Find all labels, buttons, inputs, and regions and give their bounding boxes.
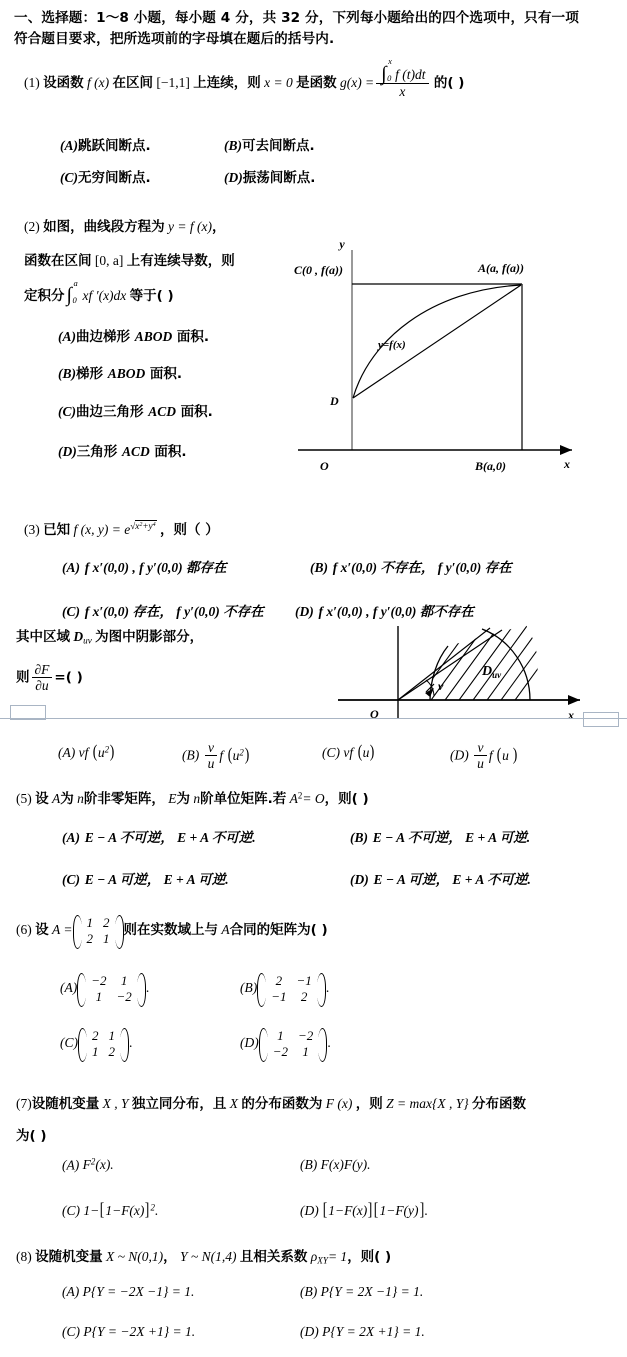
- q1-g-of-x: g(x) =: [339, 74, 375, 90]
- section-heading-line1: 一、选择题：1～8 小题，每小题 4 分，共 32 分，下列每小题给出的四个选项中，只有一项: [14, 10, 579, 26]
- q1-option-c[interactable]: [60, 166, 151, 186]
- q4-partial-num: ∂F: [32, 662, 53, 678]
- question-7-stem-line2: 为( ): [16, 1128, 47, 1144]
- q1-integrand: f (t)dt: [395, 67, 426, 82]
- q6-option-c-tag: (C): [60, 1035, 78, 1051]
- q5-order-n2: n: [193, 791, 201, 806]
- q2-curve-equation: y = f (x): [168, 219, 212, 234]
- q6-matrix-cell: 2: [86, 931, 93, 946]
- matrix-cell: 2: [275, 973, 283, 988]
- q2-curve-label: y=f(x): [378, 339, 406, 351]
- q2-option-b[interactable]: [58, 362, 182, 382]
- matrix-cell: −2: [116, 989, 132, 1004]
- q3-option-c-text: f x′(0,0) 存在， f y′(0,0) 不存在: [84, 604, 264, 619]
- q1-option-b[interactable]: [224, 134, 315, 154]
- question-4-stem-line1: [16, 625, 203, 646]
- q2-option-d[interactable]: [58, 440, 187, 460]
- q5-option-a[interactable]: [62, 826, 256, 846]
- q5-text-b: 为: [60, 791, 74, 807]
- q5-option-c-tag: (C): [62, 872, 80, 887]
- question-3-number: (3): [24, 522, 40, 537]
- q5-option-d-tag: (D): [350, 872, 369, 887]
- q1-option-c-tag: (C): [60, 170, 78, 185]
- q4-option-d-tag: (D): [450, 747, 469, 763]
- q6-option-b-tag: (B): [240, 980, 258, 996]
- q2-option-b-tag: (B): [58, 366, 76, 381]
- q4-option-c[interactable]: [322, 741, 375, 762]
- q7-option-c-body: $1-[1-F(x)]^2$.: [83, 1199, 159, 1219]
- q3-exponent: $√x^2+y^4$: [130, 521, 156, 532]
- matrix-cell: 1: [108, 1028, 115, 1043]
- q1-fraction-numerator: [376, 56, 428, 86]
- q4-option-d[interactable]: [450, 741, 518, 772]
- q2-option-d-text: 三角形: [76, 444, 118, 460]
- q7-option-a-tag: (A): [62, 1157, 80, 1173]
- q6-text-a: 设: [35, 922, 49, 939]
- q8-option-d-tag: (D): [300, 1324, 319, 1339]
- q5-matrix-a: A: [52, 791, 61, 806]
- q4-angle-label: v: [438, 679, 444, 693]
- q6-matrix-cell: 1: [103, 931, 110, 946]
- q6-option-b-matrix: [257, 973, 326, 1005]
- matrix-cell: −2: [298, 1028, 314, 1043]
- q8-rho-value: = 1: [327, 1249, 348, 1264]
- q4-option-a-tag: (A): [58, 745, 76, 760]
- question-7-number: (7): [16, 1096, 32, 1111]
- matrix-cell: 2: [108, 1044, 115, 1059]
- question-1-number: (1): [24, 74, 40, 90]
- q7-variable-x: X: [229, 1096, 239, 1111]
- matrix-cell: 2: [300, 989, 308, 1004]
- q7-option-d-body: [1−F(x)][1−F(y)].: [322, 1199, 428, 1219]
- question-2-stem-line1: [24, 215, 225, 235]
- q1-text-e: 的( ): [433, 74, 465, 91]
- q2-text-b: 函数在区间: [24, 253, 92, 269]
- q3-text-b: ，则（ ）: [160, 522, 219, 538]
- question-6-stem: [16, 915, 328, 947]
- q8-option-c-body: P{Y = −2X +1} = 1.: [83, 1324, 196, 1339]
- q3-option-d-text: f x′(0,0) , f y′(0,0) 都不存在: [318, 604, 474, 619]
- q2-text-a: 如图，曲线段方程为: [43, 219, 165, 235]
- q8-option-d[interactable]: [300, 1324, 425, 1340]
- q7-option-c-tag: (C): [62, 1203, 80, 1218]
- q2-y-axis-label: y: [339, 237, 345, 251]
- matrix-cell: 1: [277, 1028, 284, 1043]
- q4-option-b[interactable]: [182, 741, 250, 772]
- q6-matrix-label: A =: [52, 922, 73, 938]
- q8-rho-subscript: XY: [317, 1255, 328, 1266]
- q7-option-c[interactable]: [62, 1199, 158, 1220]
- q4-partial-derivative: [32, 662, 53, 693]
- q3-function: f (x, y) = e: [73, 522, 131, 537]
- q4-option-c-body: vf (u): [343, 741, 375, 761]
- q2-text-c: 上有连续导数，则: [126, 253, 235, 269]
- q6-matrix: [73, 915, 124, 947]
- q5-text-f: ，则( ): [324, 791, 369, 807]
- q8-text-a: 设随机变量: [35, 1249, 103, 1265]
- q1-option-b-tag: (B): [224, 138, 242, 153]
- q3-option-d[interactable]: [295, 600, 474, 620]
- q5-text-c: 阶非零矩阵，: [83, 791, 165, 807]
- q2-option-b-tail: 面积.: [149, 366, 183, 382]
- q5-option-d-text: E − A 可逆， E + A 不可逆.: [373, 872, 531, 887]
- q6-option-d-tag: (D): [240, 1035, 259, 1051]
- q6-option-c[interactable]: (C) 2 1 1 2 .: [60, 1028, 132, 1060]
- q2-text-e: 等于( ): [129, 288, 174, 304]
- q2-option-d-tag: (D): [58, 444, 77, 459]
- q6-option-d-matrix: [259, 1028, 328, 1060]
- q8-text-c: 且相关系数: [239, 1249, 308, 1265]
- q7-text-b: 独立同分布，且: [131, 1096, 227, 1112]
- q2-option-c[interactable]: [58, 400, 213, 420]
- q1-text-a: 设函数: [43, 74, 84, 91]
- page-break-mark-left: [10, 705, 46, 720]
- q4-partial-den: ∂u: [35, 678, 49, 694]
- q1-option-a-tag: (A): [60, 138, 78, 153]
- q1-option-d[interactable]: [224, 166, 315, 186]
- question-2-figure: [290, 237, 590, 480]
- q4-text-a: 其中区域: [16, 629, 70, 645]
- q5-option-b-tag: (B): [350, 830, 368, 845]
- question-4-stem-line2: [16, 663, 83, 694]
- q3-option-a-tag: (A): [62, 560, 80, 575]
- q2-interval: [0, a]: [94, 253, 124, 268]
- q1-text-b: 在区间: [112, 74, 153, 91]
- q2-option-a-tail: 面积.: [176, 329, 210, 345]
- q2-option-a-text: 曲边梯形: [76, 329, 130, 345]
- q7-text-c: 的分布函数为: [241, 1096, 323, 1112]
- q2-text-a-end: ，: [211, 219, 226, 235]
- q5-option-a-tag: (A): [62, 830, 80, 845]
- q8-option-a-body: P{Y = −2X −1} = 1.: [82, 1284, 195, 1299]
- q1-option-c-text: 无穷间断点.: [78, 170, 151, 186]
- q2-option-c-text: 曲边三角形: [76, 404, 144, 420]
- question-8-stem: [16, 1245, 391, 1266]
- q6-option-a-matrix: [77, 973, 146, 1005]
- q2-option-b-math: ABOD: [107, 366, 146, 381]
- q4-option-a-body: vf $(u^2)$: [78, 741, 115, 761]
- q2-text-d: 定积分: [24, 288, 65, 304]
- integral-icon: ∫ a 0: [66, 278, 78, 307]
- q1-text-d: 是函数: [296, 74, 337, 91]
- page-break-mark-right: [583, 712, 619, 727]
- integral-icon: ∫ x 0: [381, 56, 392, 86]
- q7-option-b-body: F(x)F(y).: [320, 1157, 371, 1172]
- question-4-figure: [330, 618, 620, 722]
- q2-point-b-label: B(a,0): [475, 459, 506, 473]
- matrix-cell: −2: [91, 973, 107, 988]
- q3-option-b-tag: (B): [310, 560, 328, 575]
- q2-origin-label: O: [320, 459, 329, 473]
- q7-option-a-body: $F^2(x)$.: [82, 1157, 114, 1173]
- q2-option-a-tag: (A): [58, 329, 76, 344]
- q5-order-n: n: [77, 791, 84, 806]
- q1-option-a-text: 跳跃间断点.: [78, 138, 151, 154]
- q2-option-c-tail: 面积.: [180, 404, 213, 420]
- q7-text-a: 设随机变量: [31, 1096, 100, 1112]
- q3-option-c[interactable]: [62, 600, 264, 620]
- question-6-number: (6): [16, 922, 32, 938]
- q6-matrix-a2: A: [221, 922, 230, 938]
- q2-option-c-math: ACD: [148, 404, 176, 419]
- q1-option-d-tag: (D): [224, 170, 243, 185]
- question-8-number: (8): [16, 1249, 32, 1264]
- q4-option-d-body: $\frac{v}{u}$ f (u ): [472, 748, 518, 763]
- q7-variables: X , Y: [102, 1096, 129, 1111]
- q7-distribution-f: F (x): [325, 1096, 353, 1111]
- q1-interval: [−1,1]: [156, 74, 190, 90]
- q1-option-b-text: 可去间断点.: [242, 138, 315, 154]
- q6-matrix-cell: 1: [86, 915, 93, 930]
- q5-option-c-text: E − A 可逆， E + A 可逆.: [84, 872, 229, 887]
- matrix-cell: −1: [296, 973, 312, 988]
- q8-variable-y: Y ~ N(1,4): [180, 1249, 237, 1264]
- q8-option-a[interactable]: [62, 1284, 194, 1300]
- q5-text-e: 阶单位矩阵.若: [200, 791, 287, 807]
- q5-identity-e: E: [168, 791, 177, 806]
- q8-option-c[interactable]: [62, 1324, 195, 1340]
- q7-option-d[interactable]: [300, 1199, 428, 1220]
- q4-origin-label: O: [370, 707, 379, 721]
- q2-option-d-math: ACD: [121, 444, 150, 459]
- q5-text-a: 设: [35, 791, 49, 807]
- q8-option-c-tag: (C): [62, 1324, 80, 1339]
- q3-option-a-text: f x′(0,0) , f y′(0,0) 都存在: [84, 560, 227, 575]
- q5-option-b-text: E − A 不可逆， E + A 可逆.: [372, 830, 531, 845]
- q4-text-d: =( ): [54, 669, 83, 686]
- question-7-stem-line1: [16, 1092, 526, 1112]
- question-1-stem: [24, 56, 465, 100]
- matrix-cell: 1: [120, 973, 128, 988]
- q5-condition-equals: = O: [302, 791, 325, 806]
- page-break-rule: [0, 718, 627, 719]
- q8-text-b: ，: [163, 1249, 177, 1265]
- q5-condition-a: A: [289, 791, 298, 806]
- q5-option-a-text: E − A 不可逆， E + A 不可逆.: [84, 830, 256, 845]
- q8-option-b-body: P{Y = 2X −1} = 1.: [320, 1284, 424, 1299]
- q4-domain-subscript: uv: [83, 635, 92, 646]
- q2-option-a-math: ABOD: [134, 329, 173, 344]
- q3-option-d-tag: (D): [295, 604, 314, 619]
- q6-matrix-cell: 2: [103, 915, 110, 930]
- q7-option-d-tag: (D): [300, 1203, 319, 1218]
- matrix-cell: 1: [92, 1044, 99, 1059]
- section-heading: [14, 8, 614, 50]
- q4-option-a[interactable]: [58, 741, 115, 762]
- q2-option-d-tail: 面积.: [154, 444, 187, 460]
- q3-text-a: 已知: [43, 522, 71, 538]
- q3-option-b[interactable]: [310, 556, 512, 576]
- q1-option-a[interactable]: [60, 134, 151, 154]
- q3-option-c-tag: (C): [62, 604, 80, 619]
- q8-text-d: ，则( ): [347, 1249, 392, 1265]
- q5-option-d[interactable]: [350, 868, 531, 888]
- q3-option-b-text: f x′(0,0) 不存在， f y′(0,0) 存在: [332, 560, 512, 575]
- question-5-number: (5): [16, 791, 32, 806]
- q2-option-c-tag: (C): [58, 404, 76, 419]
- q7-option-b[interactable]: [300, 1157, 370, 1173]
- q6-option-c-matrix: [78, 1028, 129, 1060]
- question-2-stem-line2: [24, 249, 235, 269]
- q7-text-e: 分布函数: [472, 1096, 527, 1112]
- q5-option-b[interactable]: [350, 826, 530, 846]
- q7-option-a[interactable]: [62, 1157, 114, 1173]
- q8-variable-x: X ~ N(0,1): [106, 1249, 164, 1264]
- q1-option-d-text: 振荡间断点.: [242, 170, 316, 186]
- q1-fraction: [376, 56, 428, 99]
- q6-option-a-tag: (A): [60, 980, 78, 996]
- q3-option-a[interactable]: [62, 556, 227, 576]
- q8-rho: ρ: [310, 1249, 318, 1264]
- matrix-cell: 1: [302, 1044, 309, 1059]
- q6-option-a[interactable]: (A) −2 1 1 −2 .: [60, 973, 149, 1005]
- q6-text-b: 则在实数域上与: [123, 922, 218, 939]
- q7-option-b-tag: (B): [300, 1157, 318, 1172]
- q2-option-b-text: 梯形: [76, 366, 103, 382]
- q2-point-a-label: A(a, f(a)): [478, 261, 524, 275]
- q2-x-axis-label: x: [564, 457, 570, 471]
- question-3-stem: [24, 518, 219, 538]
- matrix-cell: 1: [95, 989, 103, 1004]
- q5-condition-exponent: 2: [297, 790, 303, 801]
- q8-option-b-tag: (B): [300, 1284, 318, 1299]
- q1-text-c: 上连续，则: [193, 74, 261, 91]
- question-2-stem-line3: [24, 278, 174, 307]
- q1-fraction-denominator: x: [399, 83, 406, 99]
- section-heading-line2: 符合题目要求，把所选项前的字母填在题后的括号内.: [14, 31, 335, 47]
- q4-text-c: 则: [16, 669, 30, 686]
- q4-option-c-tag: (C): [322, 745, 340, 760]
- q4-domain-symbol: D: [73, 629, 84, 644]
- q6-option-d[interactable]: (D) 1 −2 −2 1 .: [240, 1028, 331, 1060]
- q2-point-c-label: C(0 , f(a)): [294, 263, 343, 277]
- q2-option-a[interactable]: [58, 325, 209, 345]
- q7-text-d: ，则: [355, 1096, 383, 1112]
- q1-function: f (x): [87, 74, 110, 90]
- q7-z-definition: Z = max{X , Y}: [386, 1096, 469, 1111]
- q4-x-axis-label: x: [568, 708, 574, 722]
- q6-option-b[interactable]: (B) 2 −1 −1 2 .: [240, 973, 329, 1005]
- q5-text-d: 为: [176, 791, 190, 807]
- matrix-cell: −2: [272, 1044, 289, 1059]
- q1-x-equals-zero: x = 0: [264, 74, 293, 90]
- q4-option-b-body: $\frac{v}{u}$ f $(u^2)$: [203, 748, 250, 763]
- q4-option-b-tag: (B): [182, 747, 200, 763]
- q6-text-c: 合同的矩阵为( ): [229, 922, 328, 939]
- matrix-cell: 2: [92, 1028, 99, 1043]
- q2-integrand: xf ′(x)dx: [82, 288, 127, 303]
- q8-option-d-body: P{Y = 2X +1} = 1.: [322, 1324, 425, 1339]
- q5-option-c[interactable]: [62, 868, 229, 888]
- q8-option-a-tag: (A): [62, 1284, 80, 1299]
- q2-point-d-label: D: [330, 394, 339, 408]
- question-2-number: (2): [24, 219, 40, 234]
- question-5-stem: [16, 787, 369, 807]
- q4-region-label: $D_{uv}$: [482, 664, 502, 680]
- q4-text-b: 为图中阴影部分，: [95, 629, 204, 645]
- matrix-cell: −1: [271, 989, 287, 1004]
- q8-option-b[interactable]: [300, 1284, 423, 1300]
